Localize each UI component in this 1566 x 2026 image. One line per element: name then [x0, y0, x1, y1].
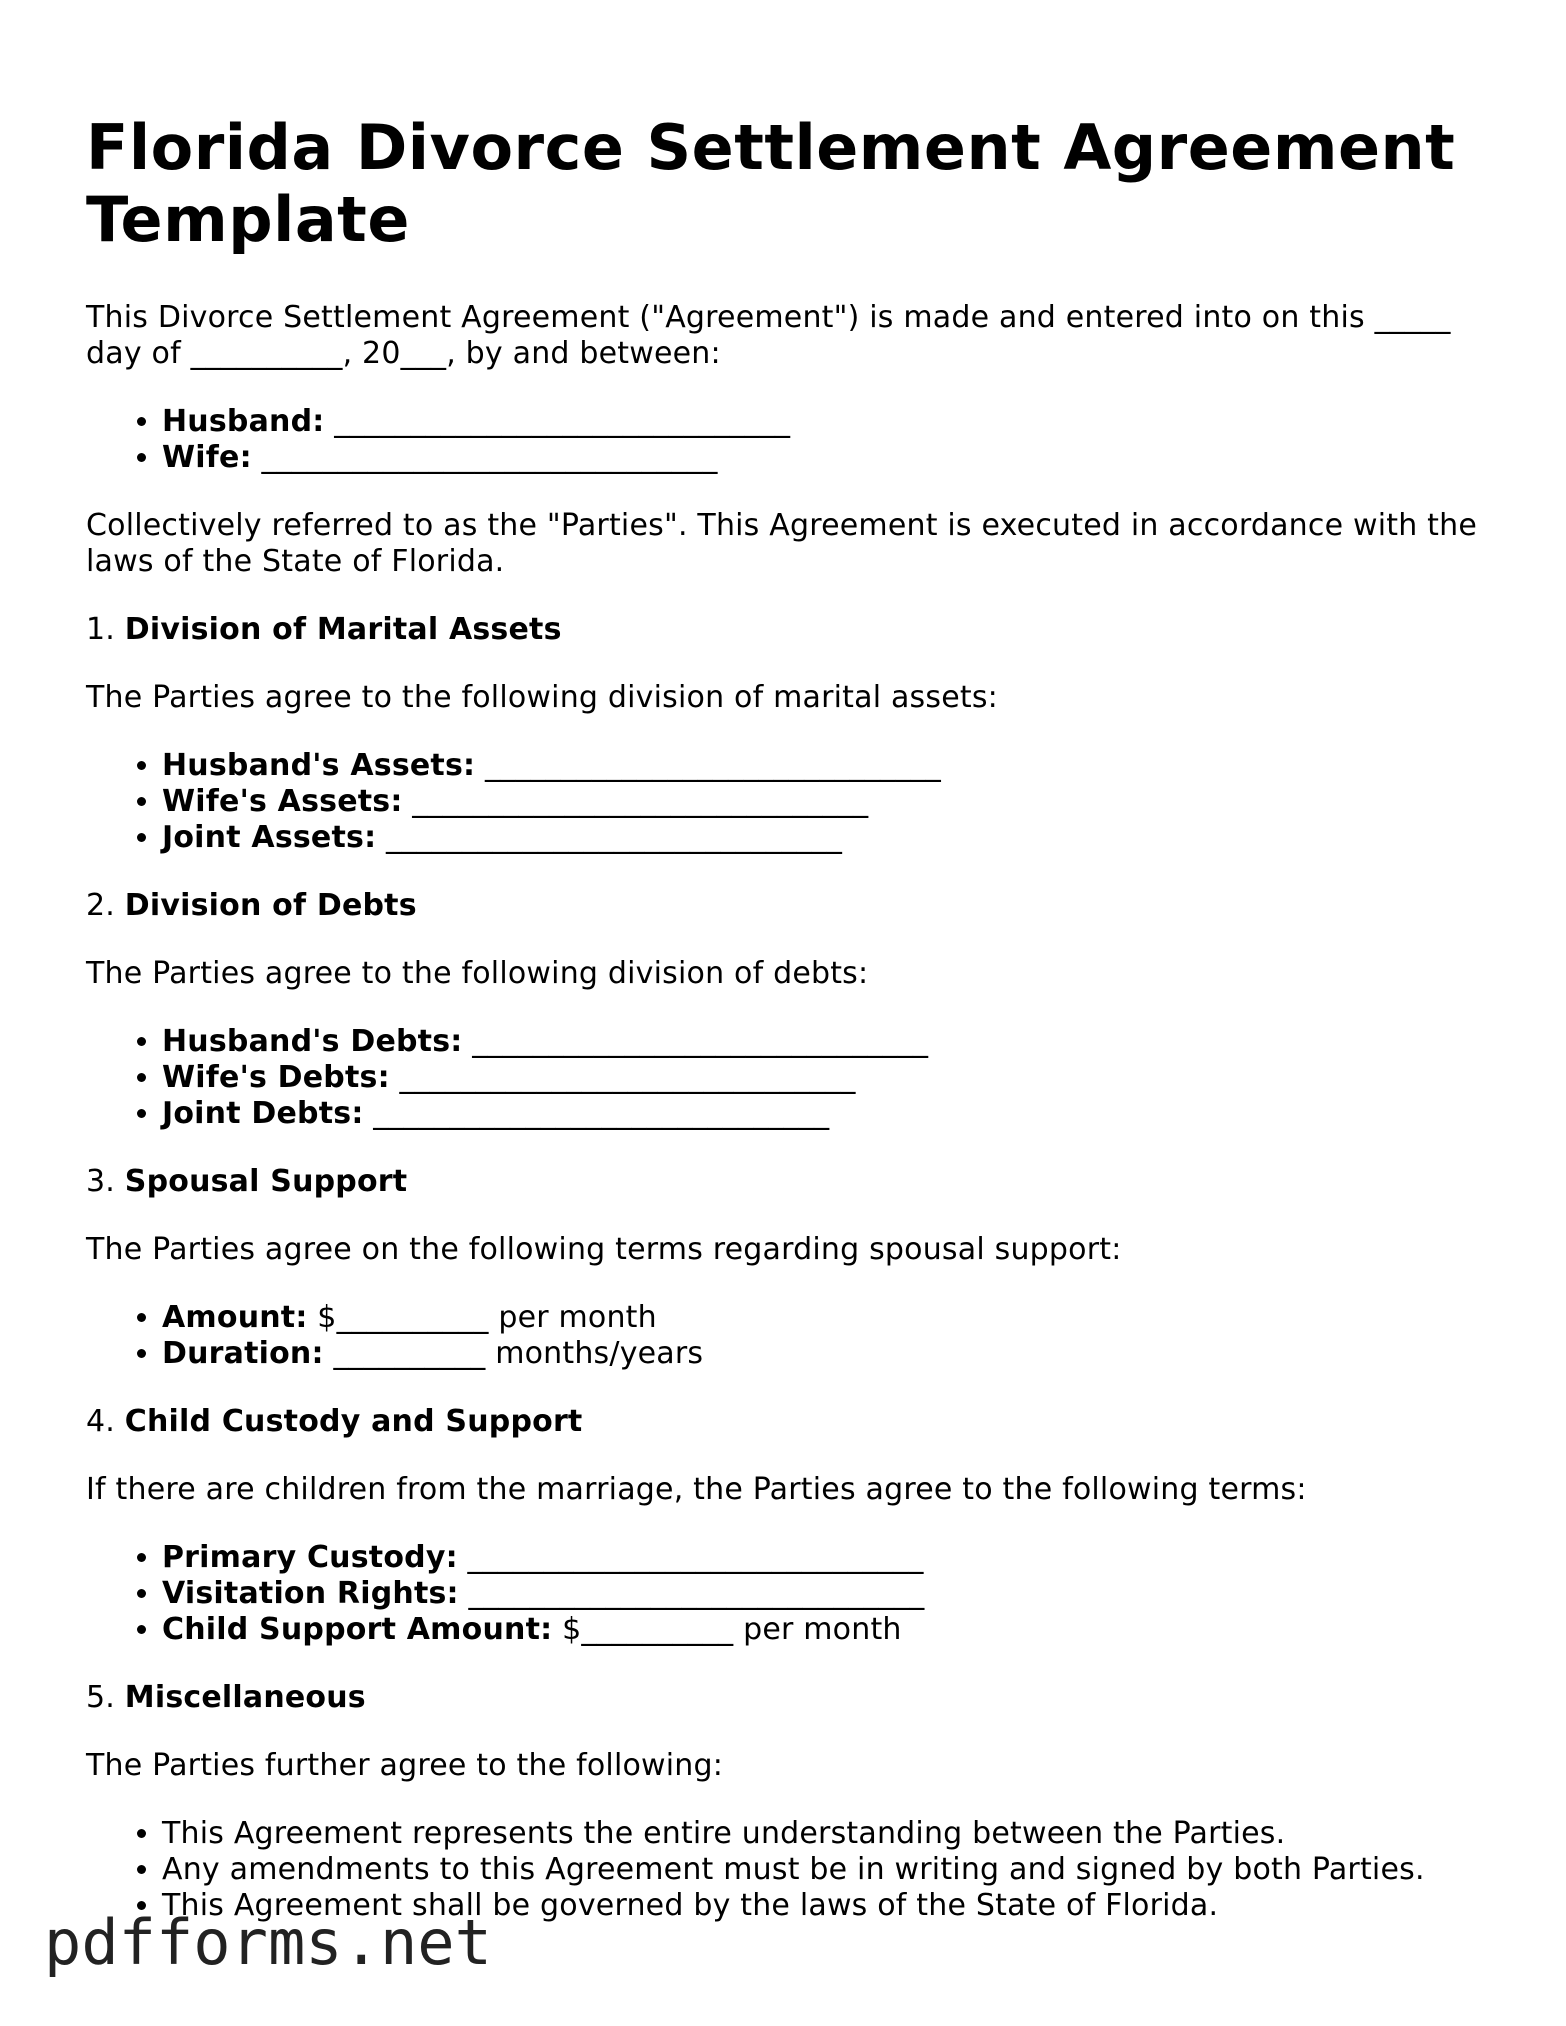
item-label: Wife's Debts:: [162, 1060, 390, 1095]
section-1-heading: [86, 612, 1486, 648]
party-blank: ______________________________: [334, 404, 791, 439]
section-title: Child Custody and Support: [124, 1404, 583, 1439]
section-3-heading: [86, 1164, 1486, 1200]
section-title: Division of Debts: [124, 888, 417, 923]
document-page: [86, 112, 1486, 1956]
list-item: [162, 784, 1486, 820]
list-item: [162, 748, 1486, 784]
item-value: This Agreement represents the entire understanding between the Parties.: [162, 1816, 1286, 1851]
section-number: 1.: [86, 612, 116, 647]
list-item: [162, 1024, 1486, 1060]
item-label: Joint Debts:: [162, 1096, 364, 1131]
section-2-heading: [86, 888, 1486, 924]
party-label: Husband:: [162, 404, 325, 439]
section-5-text: The Parties further agree to the following:: [86, 1748, 724, 1783]
item-value: ______________________________: [412, 784, 869, 819]
item-label: Husband's Debts:: [162, 1024, 463, 1059]
item-label: Amount:: [162, 1300, 308, 1335]
list-item: [162, 820, 1486, 856]
party-wife: [162, 440, 1486, 476]
item-label: Wife's Assets:: [162, 784, 403, 819]
party-blank: ______________________________: [261, 440, 718, 475]
section-title: Division of Marital Assets: [124, 612, 562, 647]
list-item: [162, 1816, 1486, 1852]
list-item: [162, 1576, 1486, 1612]
item-value: Any amendments to this Agreement must be in writing and signed by both Parties.: [162, 1852, 1425, 1887]
list-item: [162, 1612, 1486, 1648]
section-title: Spousal Support: [124, 1164, 408, 1199]
party-label: Wife:: [162, 440, 252, 475]
section-3-list: [86, 1300, 1486, 1372]
intro-paragraph: This Divorce Settlement Agreement ("Agreement") is made and entered into on this _____ day of __________, 20___, by and between:: [86, 300, 1451, 371]
list-item: [162, 1852, 1486, 1888]
watermark-logo: pdfforms.net: [44, 1906, 492, 1979]
list-item: [162, 1300, 1486, 1336]
section-2-text: The Parties agree to the following division of debts:: [86, 956, 869, 991]
item-value: ______________________________: [373, 1096, 830, 1131]
list-item: [162, 1096, 1486, 1132]
item-value: ______________________________: [468, 1576, 925, 1611]
section-1-list: [86, 748, 1486, 856]
document-title: Florida Divorce Settlement Agreement Template: [86, 111, 1456, 256]
section-3-text: The Parties agree on the following terms regarding spousal support:: [86, 1232, 1122, 1267]
item-label: Child Support Amount:: [162, 1612, 553, 1647]
collective-paragraph: Collectively referred to as the "Parties". This Agreement is executed in accordance with the laws of the State of Florida.: [86, 508, 1477, 579]
item-value: This Agreement shall be governed by the laws of the State of Florida.: [162, 1888, 1219, 1923]
list-item: [162, 1060, 1486, 1096]
item-label: Visitation Rights:: [162, 1576, 459, 1611]
section-number: 4.: [86, 1404, 116, 1439]
item-value: ______________________________: [386, 820, 843, 855]
parties-list: [86, 404, 1486, 476]
section-2-list: [86, 1024, 1486, 1132]
item-value: ______________________________: [399, 1060, 856, 1095]
item-label: Primary Custody:: [162, 1540, 458, 1575]
section-4-text: If there are children from the marriage, the Parties agree to the following terms:: [86, 1472, 1307, 1507]
item-value: ______________________________: [484, 748, 941, 783]
item-value: ______________________________: [472, 1024, 929, 1059]
section-number: 5.: [86, 1680, 116, 1715]
item-value: $__________ per month: [317, 1300, 657, 1335]
section-number: 3.: [86, 1164, 116, 1199]
item-label: Joint Assets:: [162, 820, 377, 855]
section-4-heading: [86, 1404, 1486, 1440]
section-5-heading: [86, 1680, 1486, 1716]
item-value: __________ months/years: [333, 1336, 704, 1371]
item-label: Duration:: [162, 1336, 324, 1371]
item-label: Husband's Assets:: [162, 748, 476, 783]
section-title: Miscellaneous: [124, 1680, 366, 1715]
section-1-text: The Parties agree to the following division of marital assets:: [86, 680, 998, 715]
list-item: [162, 1336, 1486, 1372]
item-value: ______________________________: [467, 1540, 924, 1575]
section-number: 2.: [86, 888, 116, 923]
section-4-list: [86, 1540, 1486, 1648]
item-value: $__________ per month: [562, 1612, 902, 1647]
list-item: [162, 1540, 1486, 1576]
party-husband: [162, 404, 1486, 440]
